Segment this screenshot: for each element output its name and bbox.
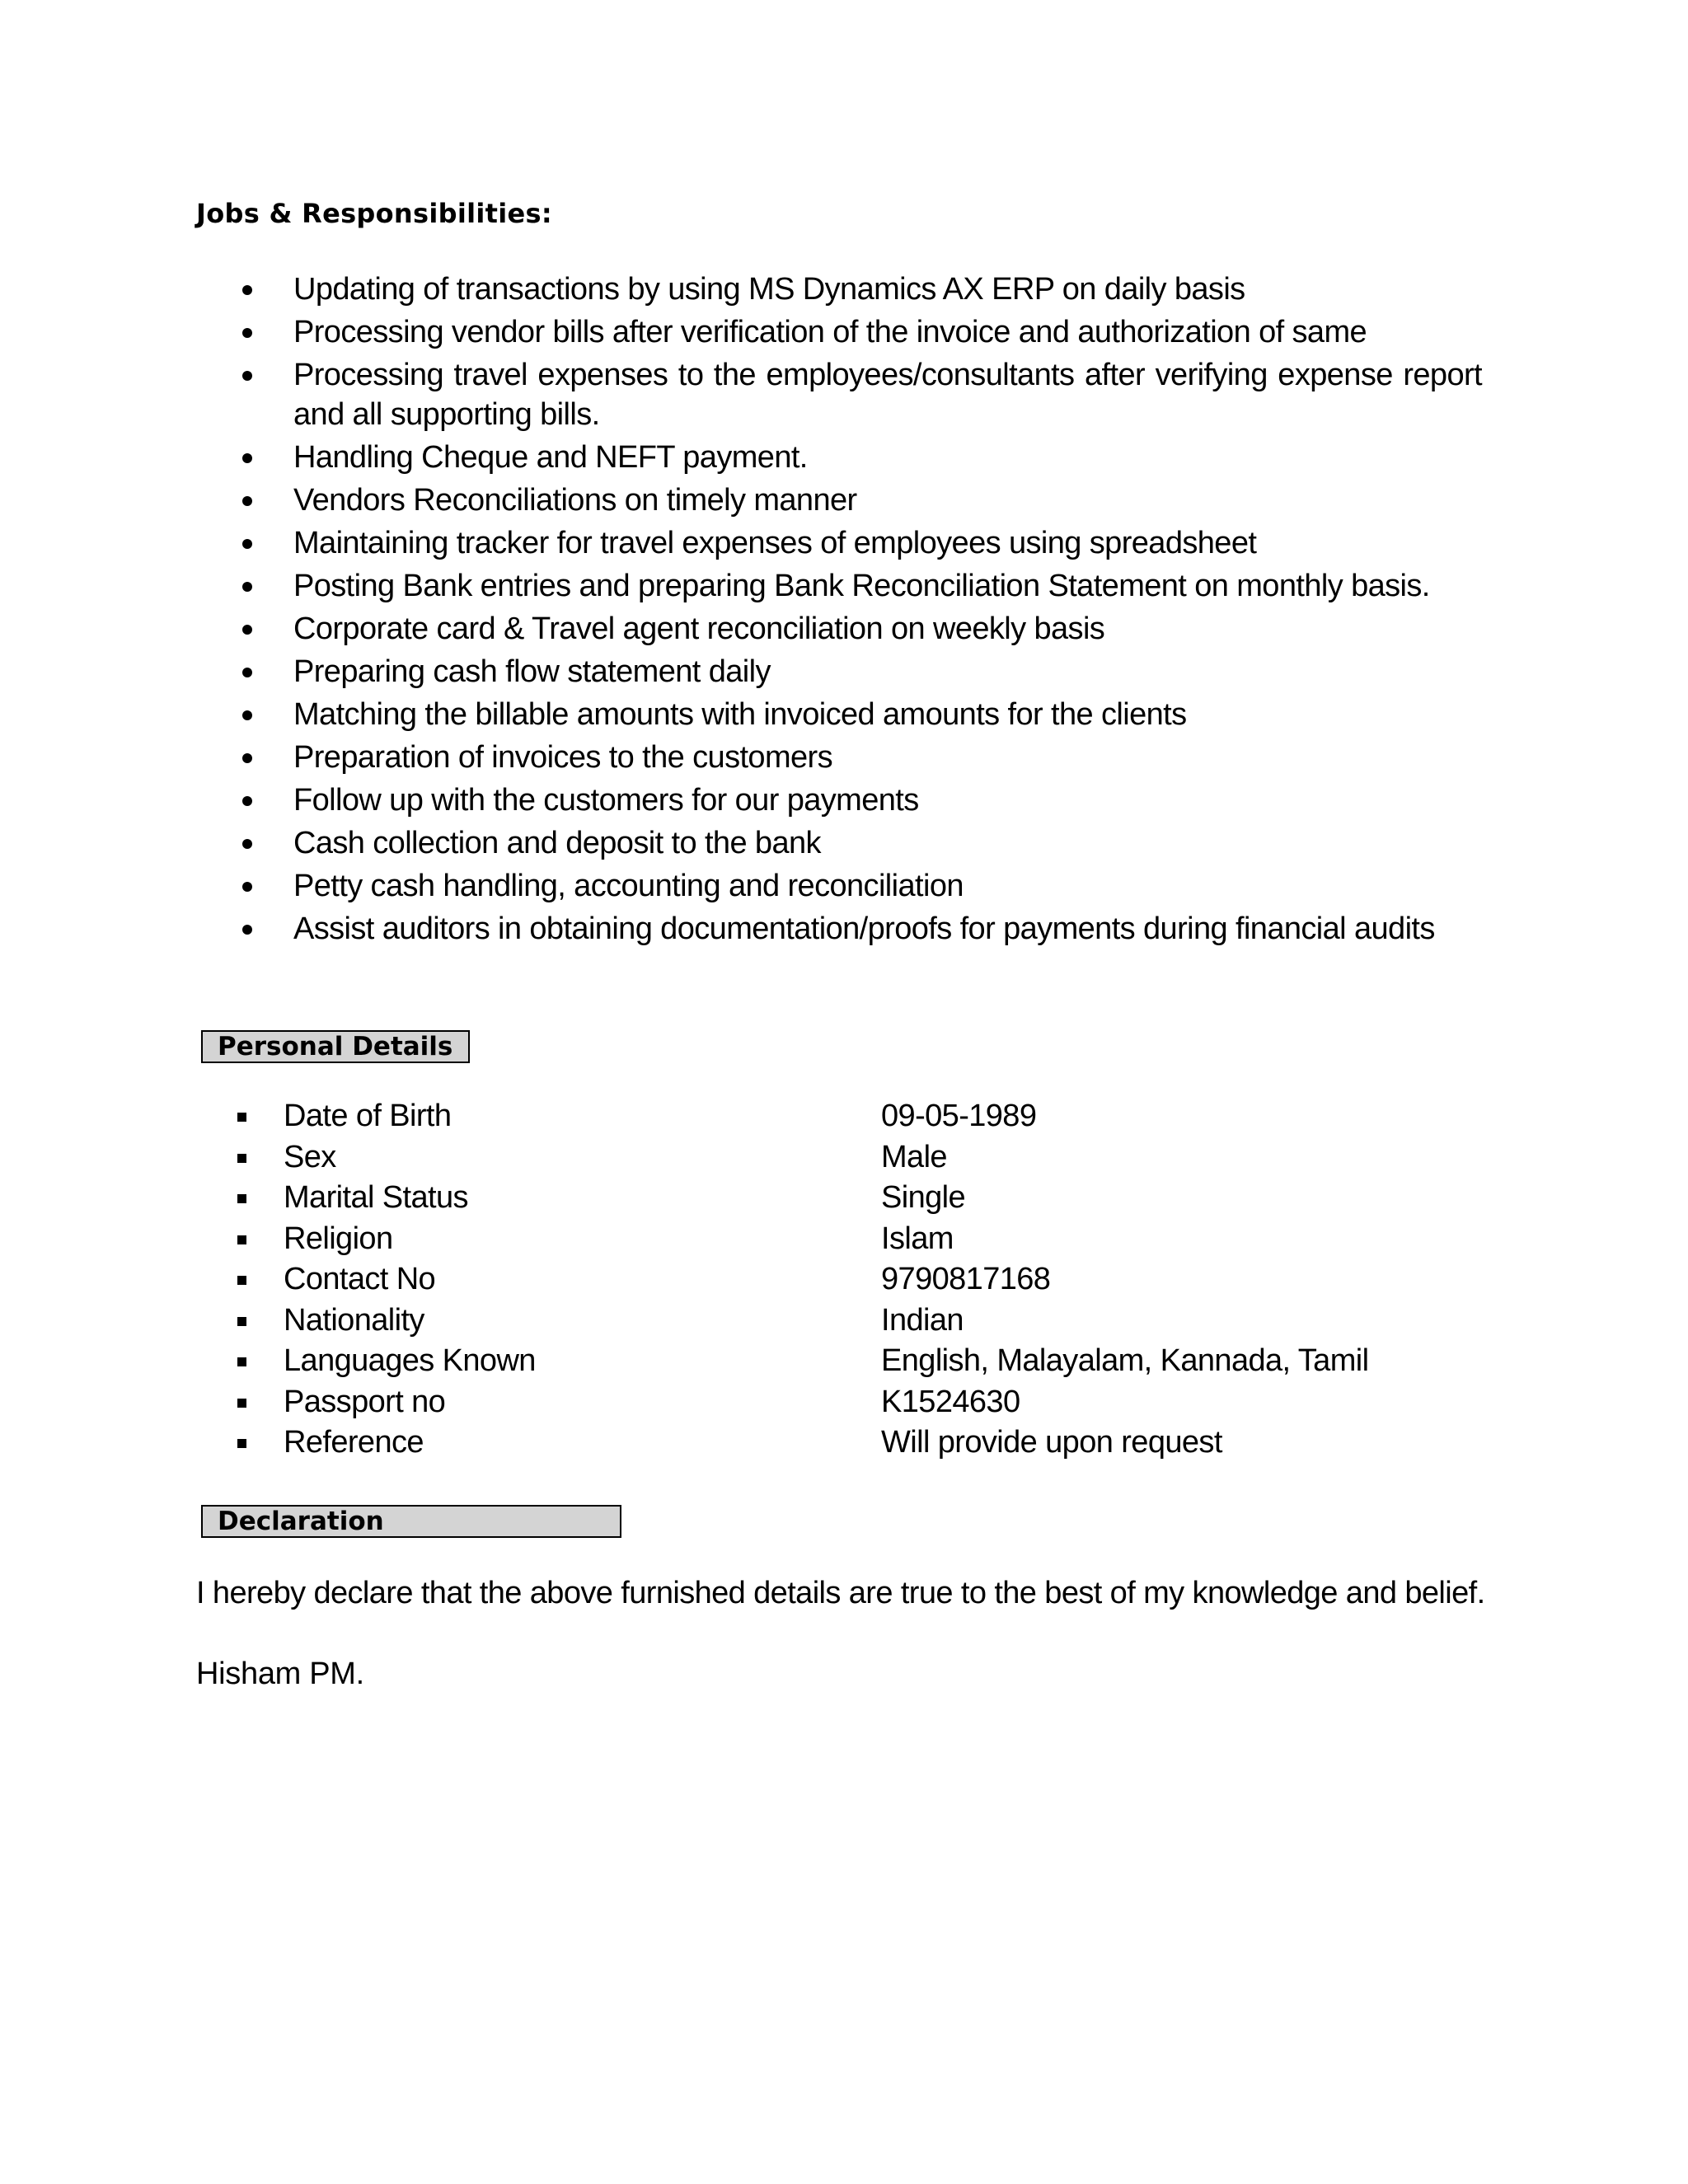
list-item: Matching the billable amounts with invoiced amounts for the clients (196, 695, 1482, 734)
square-bullet-icon (237, 1317, 246, 1326)
square-bullet-icon (237, 1276, 246, 1285)
detail-label: Sex (284, 1139, 336, 1174)
bullet-icon (242, 839, 252, 849)
bullet-icon (242, 453, 252, 463)
bullet-icon (242, 668, 252, 677)
detail-row-passport-no (196, 1382, 1482, 1423)
detail-row-religion (196, 1219, 1482, 1260)
detail-label: Nationality (284, 1302, 424, 1338)
list-item: Corporate card & Travel agent reconciliation on weekly basis (196, 609, 1482, 649)
list-item: Cash collection and deposit to the bank (196, 823, 1482, 863)
detail-label: Passport no (284, 1384, 446, 1419)
square-bullet-icon (237, 1399, 246, 1408)
detail-row-date-of-birth (196, 1096, 1482, 1137)
list-item: Assist auditors in obtaining documentation/proofs for payments during financial audits (196, 909, 1482, 949)
detail-label: Reference (284, 1425, 424, 1460)
detail-row-sex (196, 1137, 1482, 1179)
detail-row-languages-known (196, 1341, 1482, 1382)
square-bullet-icon (237, 1154, 246, 1163)
list-item: Follow up with the customers for our payments (196, 780, 1482, 820)
list-item: Processing vendor bills after verification of the invoice and authorization of same (196, 312, 1482, 352)
list-item: Maintaining tracker for travel expenses of employees using spreadsheet (196, 523, 1482, 563)
list-item: Preparing cash flow statement daily (196, 652, 1482, 691)
detail-value: English, Malayalam, Kannada, Tamil (881, 1343, 1369, 1378)
detail-label: Religion (284, 1221, 393, 1256)
detail-row-marital-status (196, 1178, 1482, 1219)
square-bullet-icon (237, 1194, 246, 1203)
detail-value: 9790817168 (881, 1262, 1051, 1296)
detail-value: Islam (881, 1221, 954, 1256)
detail-value: Male (881, 1139, 947, 1174)
jobs-list (196, 269, 1482, 952)
personal-details-header: Personal Details (201, 1030, 470, 1063)
list-item: Vendors Reconciliations on timely manner (196, 480, 1482, 520)
list-item: Handling Cheque and NEFT payment. (196, 438, 1482, 477)
bullet-icon (242, 925, 252, 935)
bullet-icon (242, 328, 252, 338)
detail-value: 09-05-1989 (881, 1099, 1037, 1133)
detail-row-contact-no (196, 1259, 1482, 1301)
bullet-icon (242, 796, 252, 806)
bullet-icon (242, 710, 252, 720)
square-bullet-icon (237, 1113, 246, 1122)
bullet-icon (242, 539, 252, 549)
detail-label: Languages Known (284, 1343, 536, 1378)
detail-row-reference (196, 1422, 1482, 1464)
detail-value: K1524630 (881, 1384, 1020, 1419)
bullet-icon (242, 285, 252, 295)
detail-row-nationality (196, 1301, 1482, 1342)
bullet-icon (242, 882, 252, 892)
bullet-icon (242, 753, 252, 763)
bullet-icon (242, 582, 252, 592)
list-item: Posting Bank entries and preparing Bank Reconciliation Statement on monthly basis. (196, 566, 1482, 606)
square-bullet-icon (237, 1439, 246, 1448)
detail-value: Indian (881, 1302, 964, 1338)
detail-value: Single (881, 1180, 966, 1215)
declaration-header: Declaration (201, 1505, 621, 1538)
detail-label: Marital Status (284, 1180, 468, 1215)
detail-label: Contact No (284, 1262, 436, 1296)
list-item: Updating of transactions by using MS Dynamics AX ERP on daily basis (196, 269, 1482, 309)
personal-details-list (196, 1096, 1482, 1464)
square-bullet-icon (237, 1357, 246, 1366)
detail-label: Date of Birth (284, 1099, 452, 1133)
bullet-icon (242, 496, 252, 506)
list-item: Preparation of invoices to the customers (196, 738, 1482, 777)
list-item: Petty cash handling, accounting and reconciliation (196, 866, 1482, 906)
detail-value: Will provide upon request (881, 1425, 1222, 1460)
jobs-section-title: Jobs & Responsibilities: (196, 198, 552, 229)
signature-name: Hisham PM. (196, 1657, 364, 1691)
declaration-text: I hereby declare that the above furnished details are true to the best of my knowledge and belief. (196, 1576, 1485, 1610)
square-bullet-icon (237, 1235, 246, 1244)
list-item: Processing travel expenses to the employees/consultants after verifying expense report and all supporting bills. (196, 355, 1482, 434)
bullet-icon (242, 625, 252, 635)
bullet-icon (242, 371, 252, 381)
